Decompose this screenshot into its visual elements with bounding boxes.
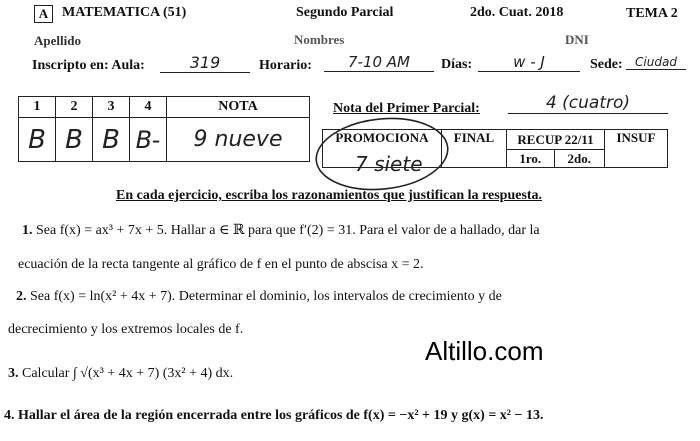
exercise-2-line-1: Sea f(x) = ln(x² + 4x + 7). Determinar el dominio, los intervalos de crecimiento y de (30, 289, 502, 304)
exercise-2-line-2-wrap (8, 322, 243, 338)
final-cell: FINAL (442, 130, 507, 168)
course-title: MATEMATICA (51) (62, 5, 187, 20)
grade-value-3: B (93, 118, 130, 162)
recup-1ro: 1ro. (507, 150, 555, 168)
inscripto-label: Inscripto en: Aula: (32, 58, 145, 73)
exercise-4-number: 4. (4, 408, 15, 423)
exercise-4-text: Hallar el área de la región encerrada entre los gráficos de f(x) = −x² + 19 y g(x) = x² − 13. (18, 408, 544, 423)
horario-value: 7-10 AM (324, 53, 434, 72)
recup-2do: 2do. (554, 150, 604, 168)
dni-label: DNI (565, 32, 589, 47)
instruction-text: En cada ejercicio, escriba los razonamientos que justifican la respuesta. (116, 188, 543, 203)
nombres-label: Nombres (294, 32, 345, 47)
apellido-label: Apellido (34, 33, 81, 48)
grade-value-4: B- (130, 118, 167, 162)
insuf-cell: INSUF (605, 130, 668, 168)
exam-title: Segundo Parcial (296, 5, 394, 20)
sede-label: Sede: (590, 57, 623, 72)
dias-value: w - J (478, 53, 580, 72)
grade-value-1: B (19, 118, 56, 162)
grade-header-4: 4 (130, 97, 167, 118)
exercise-1-line-2: ecuación de la recta tangente al gráfico de f en el punto de abscisa x = 2. (18, 257, 424, 272)
exercise-1-line-1: Sea f(x) = ax³ + 7x + 5. Hallar a ∈ ℝ para que f′(2) = 31. Para el valor de a hallado, dar la (36, 223, 540, 238)
exercise-4 (4, 408, 544, 424)
exercise-2 (16, 289, 502, 305)
grade-header-1: 1 (19, 97, 56, 118)
dias-label: Días: (441, 57, 473, 72)
aula-value: 319 (160, 53, 250, 73)
promotion-grade-value: 7 siete (355, 152, 423, 176)
exercise-3 (8, 366, 233, 382)
first-exam-label: Nota del Primer Parcial: (333, 101, 480, 116)
promociona-label: PROMOCIONA (335, 130, 429, 145)
exercise-3-text: Calcular ∫ √(x³ + 4x + 7) (3x² + 4) dx. (22, 366, 234, 381)
watermark: Altillo.com (425, 336, 544, 366)
exercise-2-number: 2. (16, 289, 27, 304)
grade-header-3: 3 (93, 97, 130, 118)
exercise-1 (22, 222, 540, 239)
exercise-1-number: 1. (22, 223, 33, 238)
first-exam-value: 4 (cuatro) (508, 93, 668, 114)
sede-value: Ciudad (626, 55, 686, 70)
grade-value-2: B (56, 118, 93, 162)
theme-label: TEMA 2 (626, 6, 678, 21)
exercise-1-line-2-wrap (18, 257, 424, 273)
version-letter-box: A (34, 5, 53, 23)
grade-header-nota: NOTA (167, 97, 310, 118)
horario-label: Horario: (259, 58, 312, 73)
recup-cell: RECUP 22/11 (507, 130, 605, 150)
grades-table (18, 96, 310, 162)
grade-header-2: 2 (56, 97, 93, 118)
exercise-3-number: 3. (8, 366, 19, 381)
exercise-2-line-2: decrecimiento y los extremos locales de f. (8, 322, 244, 337)
grade-value-nota: 9 nueve (167, 118, 310, 162)
term-label: 2do. Cuat. 2018 (470, 5, 564, 20)
